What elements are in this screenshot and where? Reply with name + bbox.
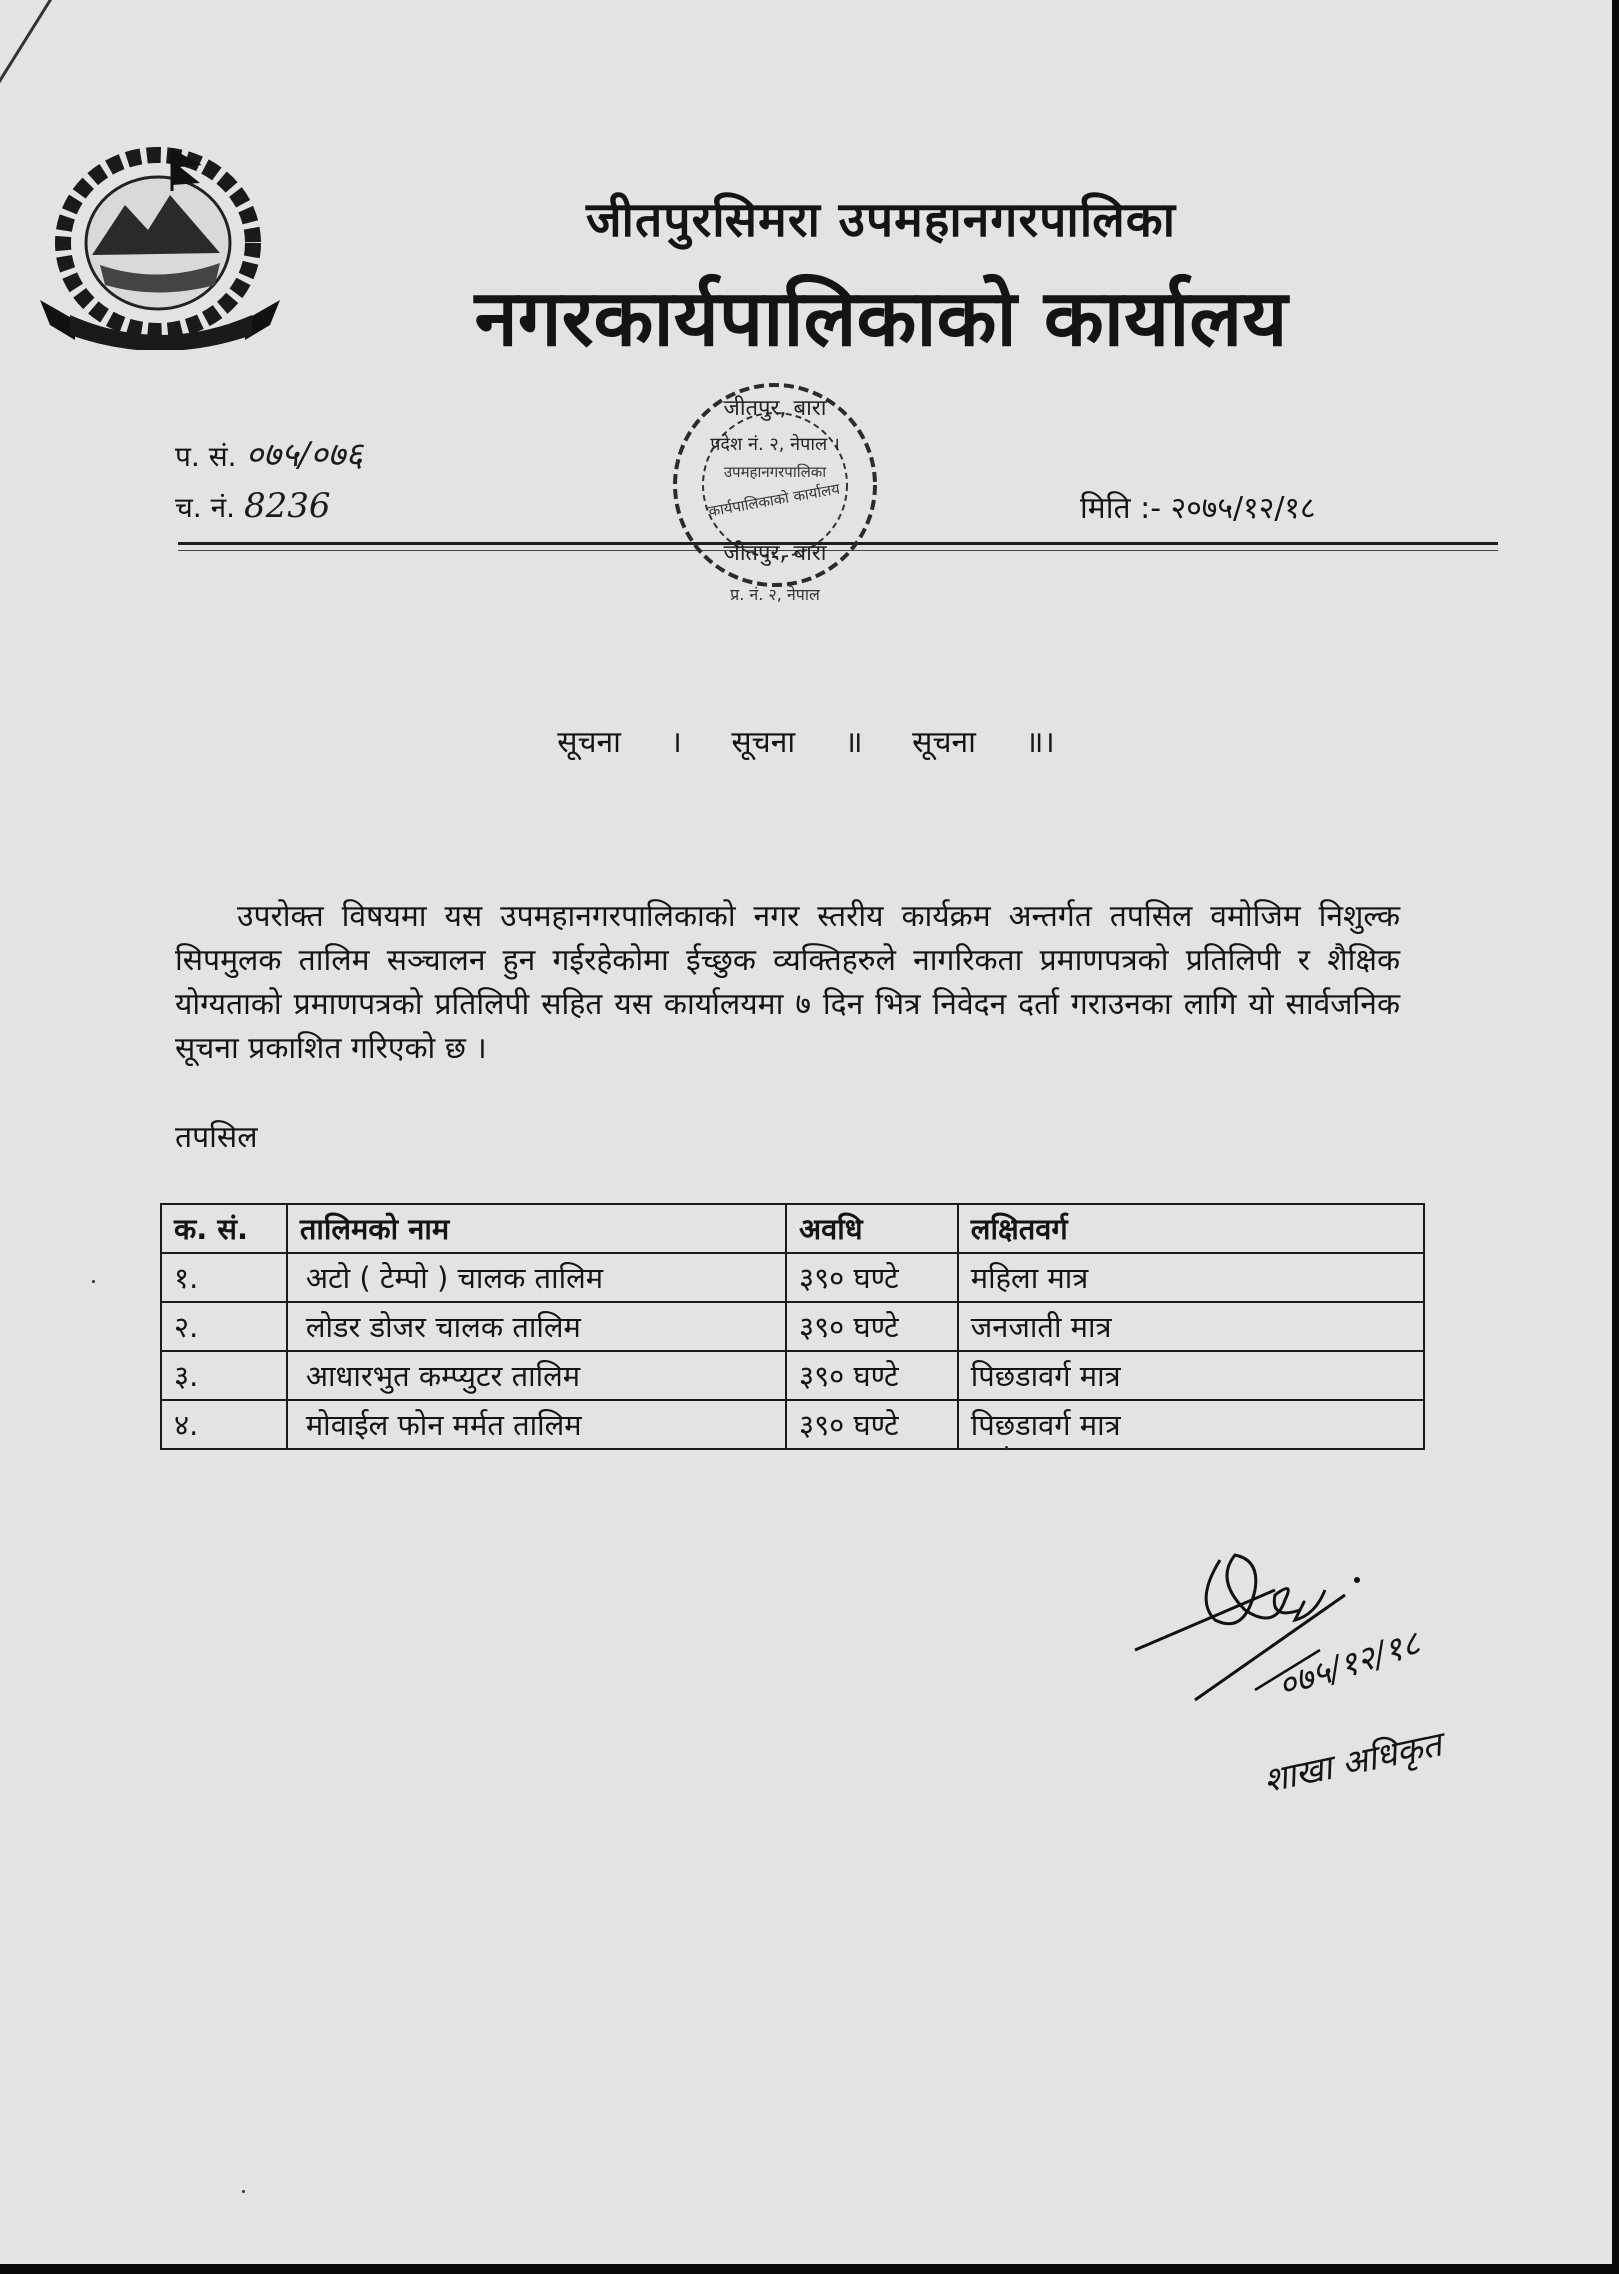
header-training-name: तालिमको नाम <box>287 1204 786 1253</box>
notice-heading: सूचना । सूचना ॥ सूचना ॥। <box>557 725 1055 760</box>
cell-duration: ३९० घण्टे <box>786 1351 958 1400</box>
chalani-label: च. नं. <box>175 491 236 524</box>
tapsil-label: तपसिल <box>175 1120 258 1155</box>
seal-line-1: जीतपुर, बारा <box>723 396 827 421</box>
cell-target-group: पिछडावर्ग मात्र <box>958 1351 1424 1400</box>
cell-training-name: आधारभुत कम्प्युटर तालिम <box>287 1351 786 1400</box>
speck-mark <box>92 1280 95 1283</box>
signatory-title: शाखा अधिकृत <box>1260 1724 1446 1802</box>
fold-line <box>0 0 65 97</box>
seal-line-3: उपमहानगरपालिका <box>723 463 827 481</box>
notice-body: उपरोक्त विषयमा यस उपमहानगरपालिकाको नगर स्तरीय कार्यक्रम अन्तर्गत तपसिल वमोजिम निशुल्क सिपमुलक तालिम सञ्चालन हुन गईरहेकोमा ईच्छुक व्यक्तिहरुले नागरिकता प्रमाणपत्रको प्रतिलिपी र शैक्षिक योग्यताको प्रमाणपत्रको प्रतिलिपी सहित यस कार्यालयमा ७ दिन भित्र निवेदन दर्ता गराउनका लागि यो सार्वजनिक सूचना प्रकाशित गरिएको छ । <box>175 899 1400 1066</box>
cell-training-name: अटो ( टेम्पो ) चालक तालिम <box>287 1253 786 1302</box>
cell-serial: १. <box>161 1253 287 1302</box>
header-target-group: लक्षितवर्ग <box>958 1204 1424 1253</box>
office-seal-stamp <box>660 355 890 625</box>
office-title: नगरकार्यपालिकाको कार्यालय <box>474 274 1288 364</box>
date-label: मिति :- <box>1080 491 1162 526</box>
cell-duration: ३९० घण्टे <box>786 1400 958 1449</box>
date-value: २०७५/१२/१८ <box>1170 491 1316 526</box>
document-date <box>1080 486 1316 527</box>
cell-serial: ४. <box>161 1400 287 1449</box>
cell-serial: ३. <box>161 1351 287 1400</box>
patra-sankhya <box>175 430 363 476</box>
training-table <box>160 1203 1425 1450</box>
patra-value: ०७५/०७६ <box>245 435 363 475</box>
cell-training-name: लोडर डोजर चालक तालिम <box>287 1302 786 1351</box>
speck-mark <box>242 2190 245 2193</box>
header-serial: क. सं. <box>161 1204 287 1253</box>
table-row <box>161 1400 1424 1449</box>
cell-training-name: मोवाईल फोन मर्मत तालिम <box>287 1400 786 1449</box>
office-subtitle: जीतपुरसिमरा उपमहानगरपालिका <box>585 192 1177 248</box>
table-header-row <box>161 1204 1424 1253</box>
seal-line-6: प्र. नं. २, नेपाल <box>730 585 820 604</box>
cell-duration: ३९० घण्टे <box>786 1253 958 1302</box>
table-row <box>161 1253 1424 1302</box>
cell-target-group: पिछडावर्ग मात्र <box>958 1400 1424 1449</box>
seal-line-5: जीतपुर, बारा <box>723 541 827 566</box>
seal-line-4: कार्यपालिकाको कार्यालय <box>707 479 842 521</box>
cell-target-group: महिला मात्र <box>958 1253 1424 1302</box>
chalani-number <box>175 486 330 526</box>
chalani-value: 8236 <box>243 486 331 526</box>
seal-line-2: प्रदेश नं. २, नेपाल । <box>710 434 840 455</box>
cell-duration: ३९० घण्टे <box>786 1302 958 1351</box>
header-duration: अवधि <box>786 1204 958 1253</box>
table-row <box>161 1302 1424 1351</box>
speck-mark <box>1005 1446 1008 1449</box>
cell-serial: २. <box>161 1302 287 1351</box>
signature-date: ०७५/१२/१८ <box>1273 1623 1425 1707</box>
table-row <box>161 1351 1424 1400</box>
cell-target-group: जनजाती मात्र <box>958 1302 1424 1351</box>
patra-label: प. सं. <box>175 440 237 473</box>
